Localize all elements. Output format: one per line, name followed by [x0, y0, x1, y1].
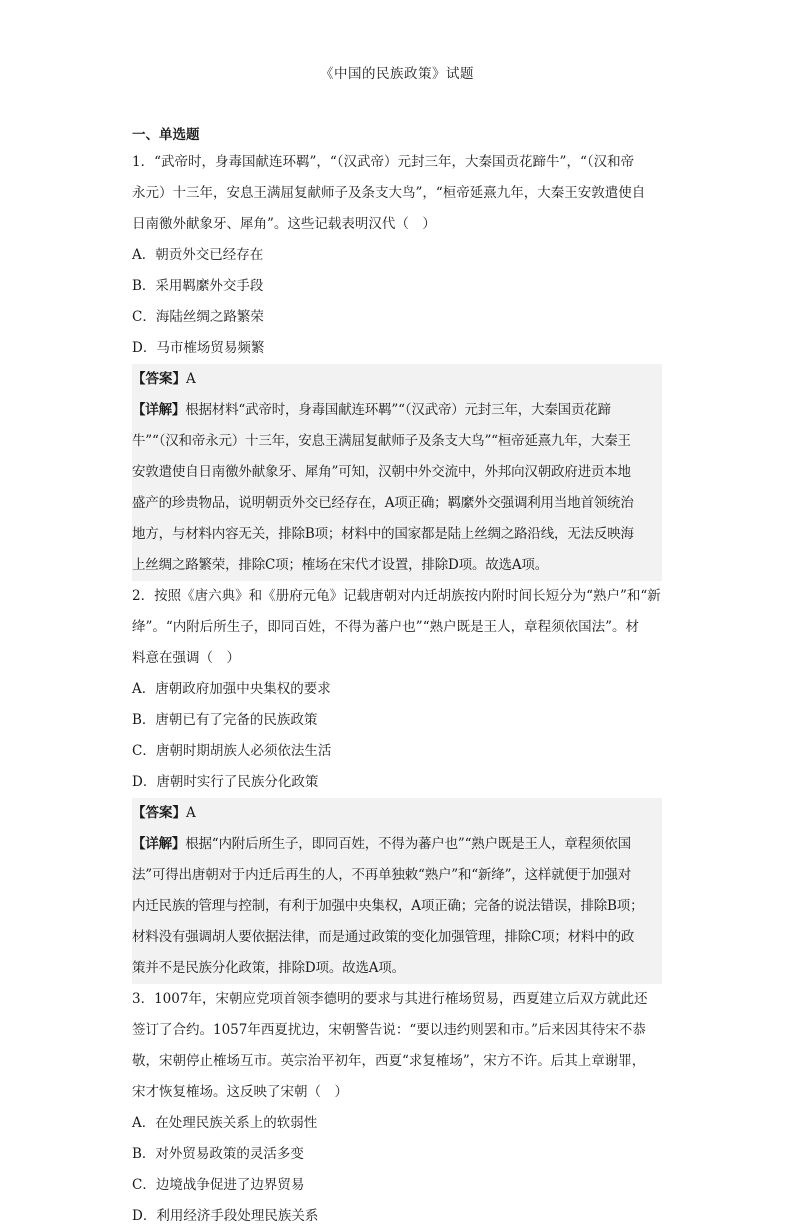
stem-line: 3．1007年，宋朝应党项首领李德明的要求与其进行榷场贸易，西夏建立后双方就此还	[132, 991, 648, 1007]
stem-line: 签订了合约。1057年西夏扰边，宋朝警告说：“要以违约则罢和市。”后来因其待宋不恭	[132, 1022, 646, 1038]
question-3	[132, 984, 662, 1232]
option-d: D．唐朝时实行了民族分化政策	[132, 774, 319, 790]
stem-line: 敬，宋朝停止榷场互市。英宗治平初年，西夏“求复榷场”，宋方不许。后其上章谢罪，	[132, 1053, 646, 1069]
option-b: B．采用羁縻外交手段	[132, 278, 264, 294]
document-body	[132, 123, 662, 1232]
answer-block	[132, 364, 662, 581]
detail-label: 【详解】	[132, 402, 186, 418]
stem-line: 绛”。“内附后所生子，即同百姓，不得为蕃户也”“熟户既是王人，章程须依国法”。材	[132, 619, 640, 635]
detail-block	[132, 395, 662, 581]
option-a: A．唐朝政府加强中央集权的要求	[132, 681, 331, 697]
detail-line: 策并不是民族分化政策，排除D项。故选A项。	[132, 960, 405, 976]
stem-line: 永元）十三年，安息王满屈复献师子及条支大鸟”，“桓帝延熹九年，大秦王安敦遣使自	[132, 185, 646, 201]
option-b: B．对外贸易政策的灵活多变	[132, 1146, 304, 1162]
answer-value: A	[186, 371, 196, 387]
stem-line: 2．按照《唐六典》和《册府元龟》记载唐朝对内迁胡族按内附时间长短分为“熟户”和“新	[132, 588, 661, 604]
detail-line: 内迁民族的管理与控制，有利于加强中央集权，A项正确；完备的说法错误，排除B项；	[132, 898, 644, 914]
option-a: A．在处理民族关系上的软弱性	[132, 1115, 318, 1131]
question-stem	[132, 147, 662, 240]
options-group	[132, 240, 662, 364]
detail-line: 盛产的珍贵物品，说明朝贡外交已经存在，A项正确；羁縻外交强调利用当地首领统治	[132, 495, 634, 511]
answer-label: 【答案】	[132, 805, 186, 821]
option-b: B．唐朝已有了完备的民族政策	[132, 712, 318, 728]
options-group	[132, 1108, 662, 1232]
options-group	[132, 674, 662, 798]
detail-line	[132, 395, 662, 426]
detail-line: 材料没有强调胡人要依据法律，而是通过政策的变化加强管理，排除C项；材料中的政	[132, 929, 635, 945]
detail-line: 地方，与材料内容无关，排除B项；材料中的国家都是陆上丝绸之路沿线，无法反映海	[132, 526, 634, 542]
option-c: C．海陆丝绸之路繁荣	[132, 309, 264, 325]
question-stem	[132, 581, 662, 674]
answer-line	[132, 364, 662, 395]
question-2	[132, 581, 662, 984]
page-title: 《中国的民族政策》试题	[320, 66, 474, 82]
detail-text: 根据材料“武帝时，身毒国献连环羁”“（汉武帝）元封三年，大秦国贡花蹄	[185, 402, 611, 418]
detail-line: 安敦遣使自日南徼外献象牙、犀角”可知，汉朝中外交流中，外邦向汉朝政府进贡本地	[132, 464, 631, 480]
detail-text: 根据“内附后所生子，即同百姓，不得为蕃户也”“熟户既是王人，章程须依国	[185, 836, 631, 852]
question-stem	[132, 984, 662, 1108]
answer-value: A	[186, 805, 196, 821]
detail-line: 法”可得出唐朝对于内迁后再生的人，不再单独敕“熟户”和“新绛”，这样就便于加强对	[132, 867, 632, 883]
detail-line: 牛”“（汉和帝永元）十三年，安息王满屈复献师子及条支大鸟”“桓帝延熹九年，大秦王	[132, 433, 631, 449]
answer-block	[132, 798, 662, 984]
stem-line: 日南徼外献象牙、犀角”。这些记载表明汉代（ ）	[132, 216, 436, 232]
detail-block	[132, 829, 662, 984]
option-c: C．唐朝时期胡族人必须依法生活	[132, 743, 332, 759]
detail-label: 【详解】	[132, 836, 186, 852]
stem-line: 料意在强调（ ）	[132, 650, 240, 666]
option-d: D．利用经济手段处理民族关系	[132, 1208, 319, 1224]
detail-line	[132, 829, 662, 860]
stem-line: 宋才恢复榷场。这反映了宋朝（ ）	[132, 1084, 348, 1100]
option-a: A．朝贡外交已经存在	[132, 247, 264, 263]
option-d: D．马市榷场贸易频繁	[132, 340, 265, 356]
option-c: C．边境战争促进了边界贸易	[132, 1177, 305, 1193]
question-1	[132, 147, 662, 581]
answer-line	[132, 798, 662, 829]
section-heading: 一、单选题	[132, 127, 200, 143]
answer-label: 【答案】	[132, 371, 186, 387]
stem-line: 1．“武帝时，身毒国献连环羁”，“（汉武帝）元封三年，大秦国贡花蹄牛”，“（汉和帝	[132, 154, 635, 170]
detail-line: 上丝绸之路繁荣，排除C项；榷场在宋代才设置，排除D项。故选A项。	[132, 557, 549, 573]
